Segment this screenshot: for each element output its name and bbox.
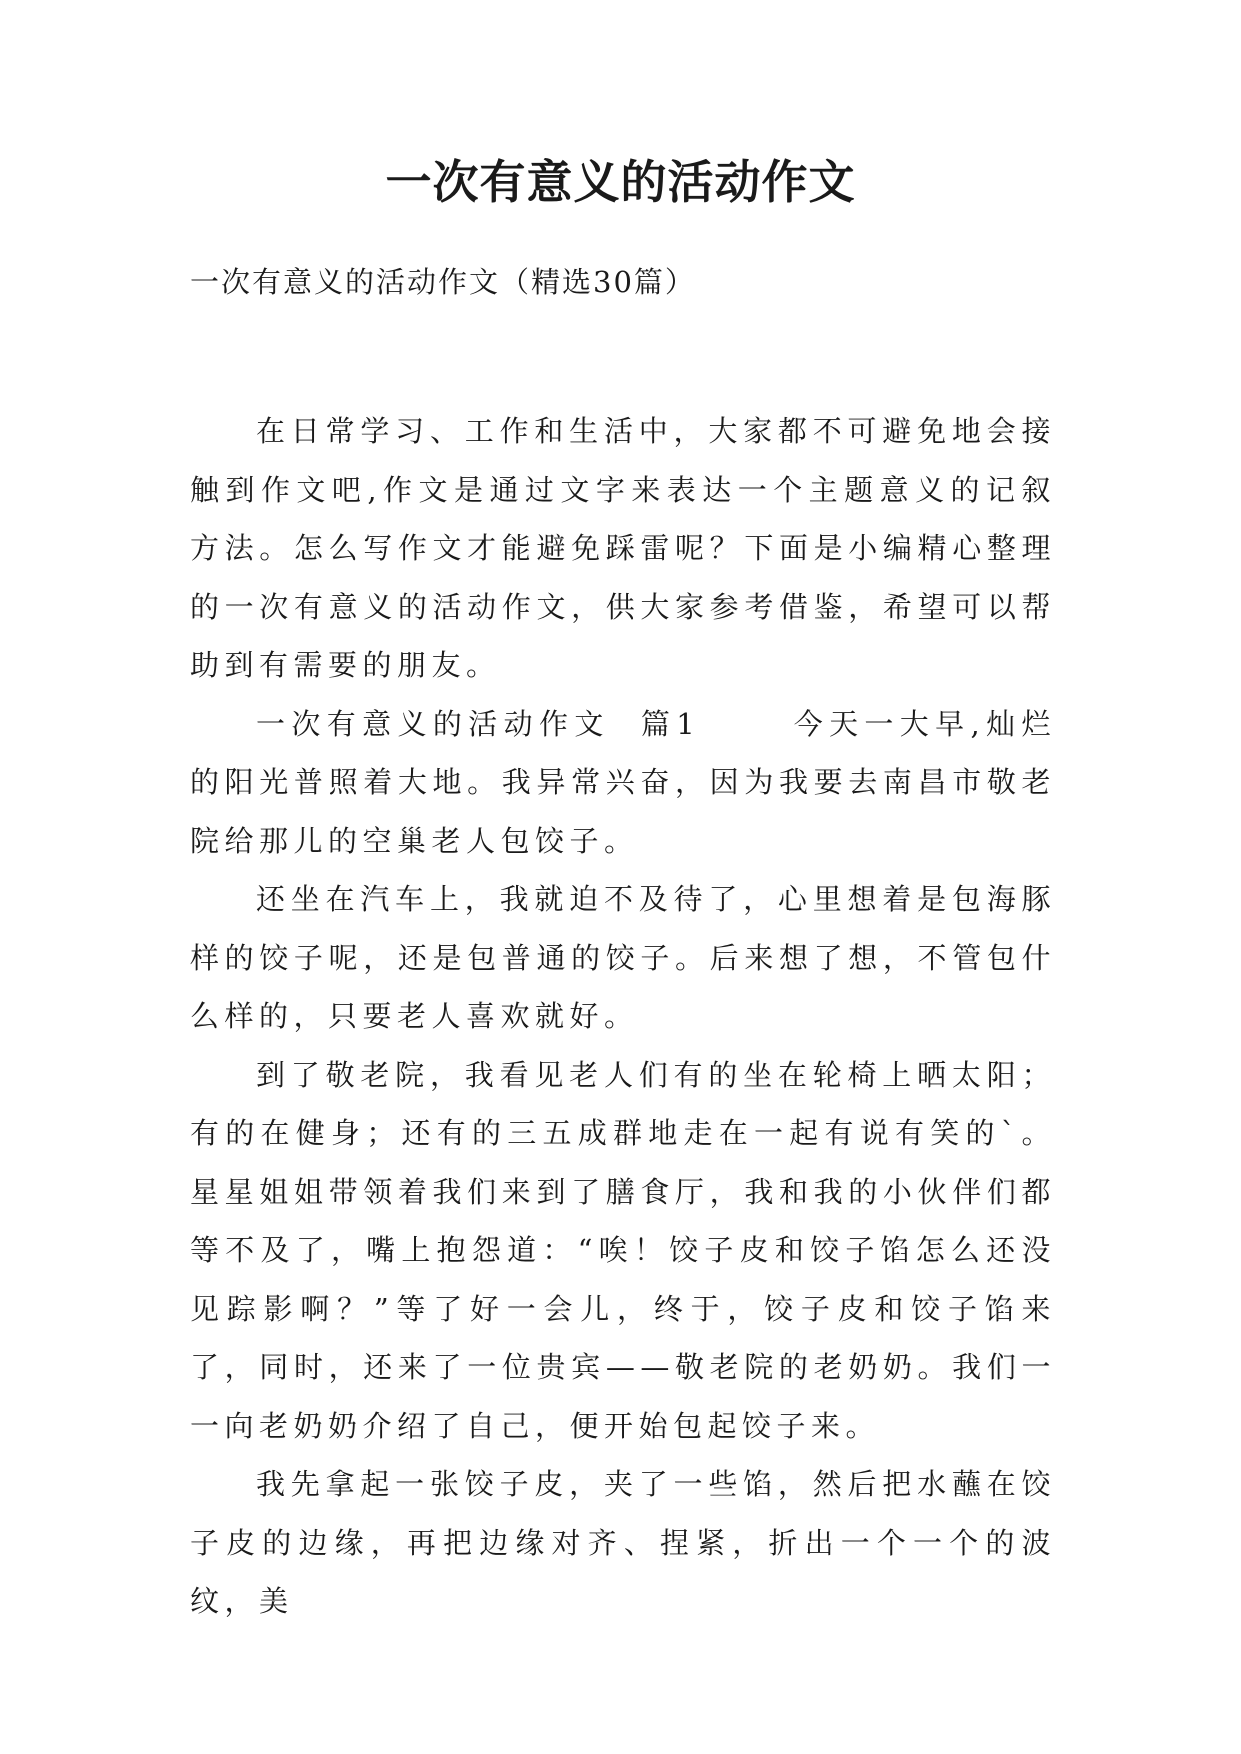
essay-paragraph: 还坐在汽车上，我就迫不及待了，心里想着是包海豚样的饺子呢，还是包普通的饺子。后来想了想，不管包什么样的，只要老人喜欢就好。 — [190, 882, 1056, 1033]
document-subtitle: 一次有意义的活动作文（精选30篇） — [190, 265, 696, 299]
essay-paragraph: 我先拿起一张饺子皮，夹了一些馅，然后把水蘸在饺子皮的边缘，再把边缘对齐、捏紧，折出一个一个的波纹，美 — [190, 1467, 1056, 1618]
essay-paragraph: 一次有意义的活动作文 篇1 今天一大早,灿烂的阳光普照着大地。我异常兴奋，因为我要去南昌市敬老院给那儿的空巢老人包饺子。 — [190, 706, 1056, 858]
document-title: 一次有意义的活动作文 — [385, 155, 856, 209]
document-body — [190, 402, 1056, 1631]
intro-paragraph: 在日常学习、工作和生活中，大家都不可避免地会接触到作文吧,作文是通过文字来表达一个主题意义的记叙方法。怎么写作文才能避免踩雷呢？下面是小编精心整理的一次有意义的活动作文，供大家参考借鉴，希望可以帮助到有需要的朋友。 — [190, 414, 1056, 682]
essay-paragraph: 到了敬老院，我看见老人们有的坐在轮椅上晒太阳；有的在健身；还有的三五成群地走在一起有说有笑的`。星星姐姐带领着我们来到了膳食厅，我和我的小伙伴们都等不及了，嘴上抱怨道：“唉！饺子皮和饺子馅怎么还没见踪影啊？”等了好一会儿，终于，饺子皮和饺子馅来了，同时，还来了一位贵宾——敬老院的老奶奶。我们一一向老奶奶介绍了自己，便开始包起饺子来。 — [190, 1057, 1056, 1443]
